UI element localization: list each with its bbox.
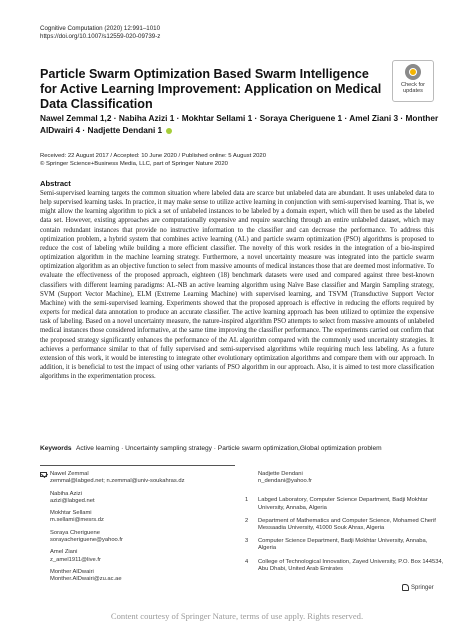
contact-item: Mokhtar Sellami m.sellami@mesrs.dz: [40, 510, 230, 524]
contact-email[interactable]: zemmal@labged.net; n.zemmal@univ-soukahras.dz: [50, 478, 185, 485]
dates-line: Received: 22 August 2017 / Accepted: 10 June 2020 / Published online: 5 August 2020: [40, 153, 266, 159]
authors-text: Nawel Zemmal 1,2 · Nabiha Azizi 1 · Mokhtar Sellami 1 · Soraya Cheriguene 1 · Amel Ziani 3 · Monther AlDwairi 4 · Nadjette Dendani 1: [40, 113, 439, 135]
contact-item: Amel Ziani z_amel1911@live.fr: [40, 549, 230, 563]
contact-email[interactable]: sorayacheriguene@yahoo.fr: [50, 536, 123, 543]
publisher-logo: [402, 584, 434, 591]
keywords: [40, 445, 440, 452]
contact-item: Nabiha Azizi azizi@labged.net: [40, 491, 230, 505]
publication-dates: [40, 152, 266, 168]
affiliation-item: 2 Department of Mathematics and Computer Science, Mohamed Cherif Messaadia University, 41000 Souk Ahras, Algeria: [245, 517, 436, 532]
keywords-label: Keywords: [40, 445, 72, 452]
affiliation-number: 2: [245, 517, 249, 524]
affiliation-number: 3: [245, 538, 249, 545]
contact-email[interactable]: n_dendani@yahoo.fr: [258, 478, 312, 485]
contact-item: Monther AlDwairi Monther.AlDwairi@zu.ac.ae: [40, 569, 230, 583]
update-icon: [405, 64, 421, 80]
contact-email[interactable]: Monther.AlDwairi@zu.ac.ae: [50, 576, 122, 583]
contact-email[interactable]: azizi@labged.net: [50, 497, 95, 504]
abstract-heading: Abstract: [40, 179, 71, 188]
publisher-name: Springer: [411, 584, 434, 591]
contact-email[interactable]: z_amel1911@live.fr: [50, 556, 101, 563]
affiliation-item: 3 Computer Science Department, Badji Mokhtar University, Annaba, Algeria: [245, 538, 428, 552]
contact-item: Soraya Cheriguene sorayacheriguene@yahoo.fr: [40, 530, 230, 544]
journal-header: [40, 25, 160, 41]
check-for-updates-badge[interactable]: [392, 60, 434, 102]
affiliation-number: 1: [245, 497, 249, 504]
contact-item: Nadjette Dendani n_dendani@yahoo.fr: [245, 471, 445, 485]
contact-item: Nawel Zemmal zemmal@labged.net; n.zemmal@univ-soukahras.dz: [40, 471, 230, 485]
divider: [40, 465, 235, 466]
keywords-text: Active learning · Uncertainty sampling strategy · Particle swarm optimization,Global optimization problem: [75, 445, 382, 452]
affiliation-number: 4: [245, 558, 249, 565]
springer-horse-icon: [402, 584, 409, 591]
courtesy-footer: Content courtesy of Springer Nature, terms of use apply. Rights reserved.: [110, 611, 364, 621]
author-contacts: [40, 471, 230, 589]
author-list: [40, 113, 440, 137]
envelope-icon: [40, 472, 47, 477]
badge-label: Check for updates: [401, 82, 425, 95]
affiliation-item: 4 College of Technological Innovation, Zayed University, P.O. Box 144534, Abu Dhabi, United Arab Emirates: [245, 558, 444, 572]
abstract-text: Semi-supervised learning targets the common situation where labeled data are scarce but unlabeled data are abundant. It uses unlabeled data to help supervised learning tasks. In practice, it may make sense to utilize active learning in conjunction with semi-supervised learning. That is, we might allow the learning algorithm to pick a set of unlabeled instances to be labeled by a domain expert, which will then be used as the labeled data set. However, existing approaches are computationally expensive and require searching through an entire unlabeled dataset, which may contain redundant instances that provide no instructive information to the classifier and can decrease the performance. To address this optimization problem, a hybrid system that combines active learning (AL) and particle swarm optimization (PSO) algorithms is proposed to reduce the cost of labeling while building a more efficient classifier. The novelty of this work resides in the integration of a bio-inspired optimization algorithm in the machine learning strategy. Furthermore, a novel uncertainty measure was integrated into the particle swarm optimization algorithm as an objective function to select from massive amounts of medical instances those that are deemed most informative. To evaluate the effectiveness of the proposed approach, eighteen (18) benchmark datasets were used and compared against three best-known classifiers with different learning paradigms: AL-NB an active learning algorithm using Naïve Base classifier and Margin Sampling strategy, SVM (Support Vector Machine), ELM (Extreme Learning Machine) with supervised learning, and TSVM (Transductive Support Vector Machine) with the semi-supervised learning. Experiments showed that the proposed approach is effective in reducing the efforts required by experts for medical data annotation to produce an accurate classifier. The active learning approach has been utilized to optimize the expensive task of labeling. Based on a novel uncertainty measure, the nature-inspired algorithm PSO attempts to select from massive amounts of unlabeled medical instances those considered informative, at the same time improving the classifier performance. The experiments carried out confirm that the proposed strategy significantly enhances the performance of the AL algorithm compared with the commonly used uncertainty strategies. It achieves a performance similar to that of fully supervised and semi-supervised algorithms while requiring much less labeling. As a future extension of this work, it would be interesting to integrate other evolutionary optimization algorithms and compare them with our approach. In addition, it is beneficial to test the impact of using other variants of PSO algorithm in our approach. Also, it is aimed to test more classification algorithms in the experimentation process.: [40, 190, 434, 381]
contact-email[interactable]: m.sellami@mesrs.dz: [50, 517, 104, 524]
affiliations: [245, 471, 445, 579]
doi-link[interactable]: https://doi.org/10.1007/s12559-020-09739-z: [40, 33, 161, 40]
copyright-line: © Springer Science+Business Media, LLC, part of Springer Nature 2020: [40, 161, 228, 167]
orcid-icon[interactable]: [166, 128, 172, 134]
affiliation-item: 1 Labged Laboratory, Computer Science Department, Badji Mokhtar University, Annaba, Algeria: [245, 497, 428, 511]
paper-title: Particle Swarm Optimization Based Swarm Intelligence for Active Learning Improvement: Application on Medical Data Classification: [40, 67, 382, 111]
journal-citation: Cognitive Computation (2020) 12:991–1010: [40, 25, 161, 32]
